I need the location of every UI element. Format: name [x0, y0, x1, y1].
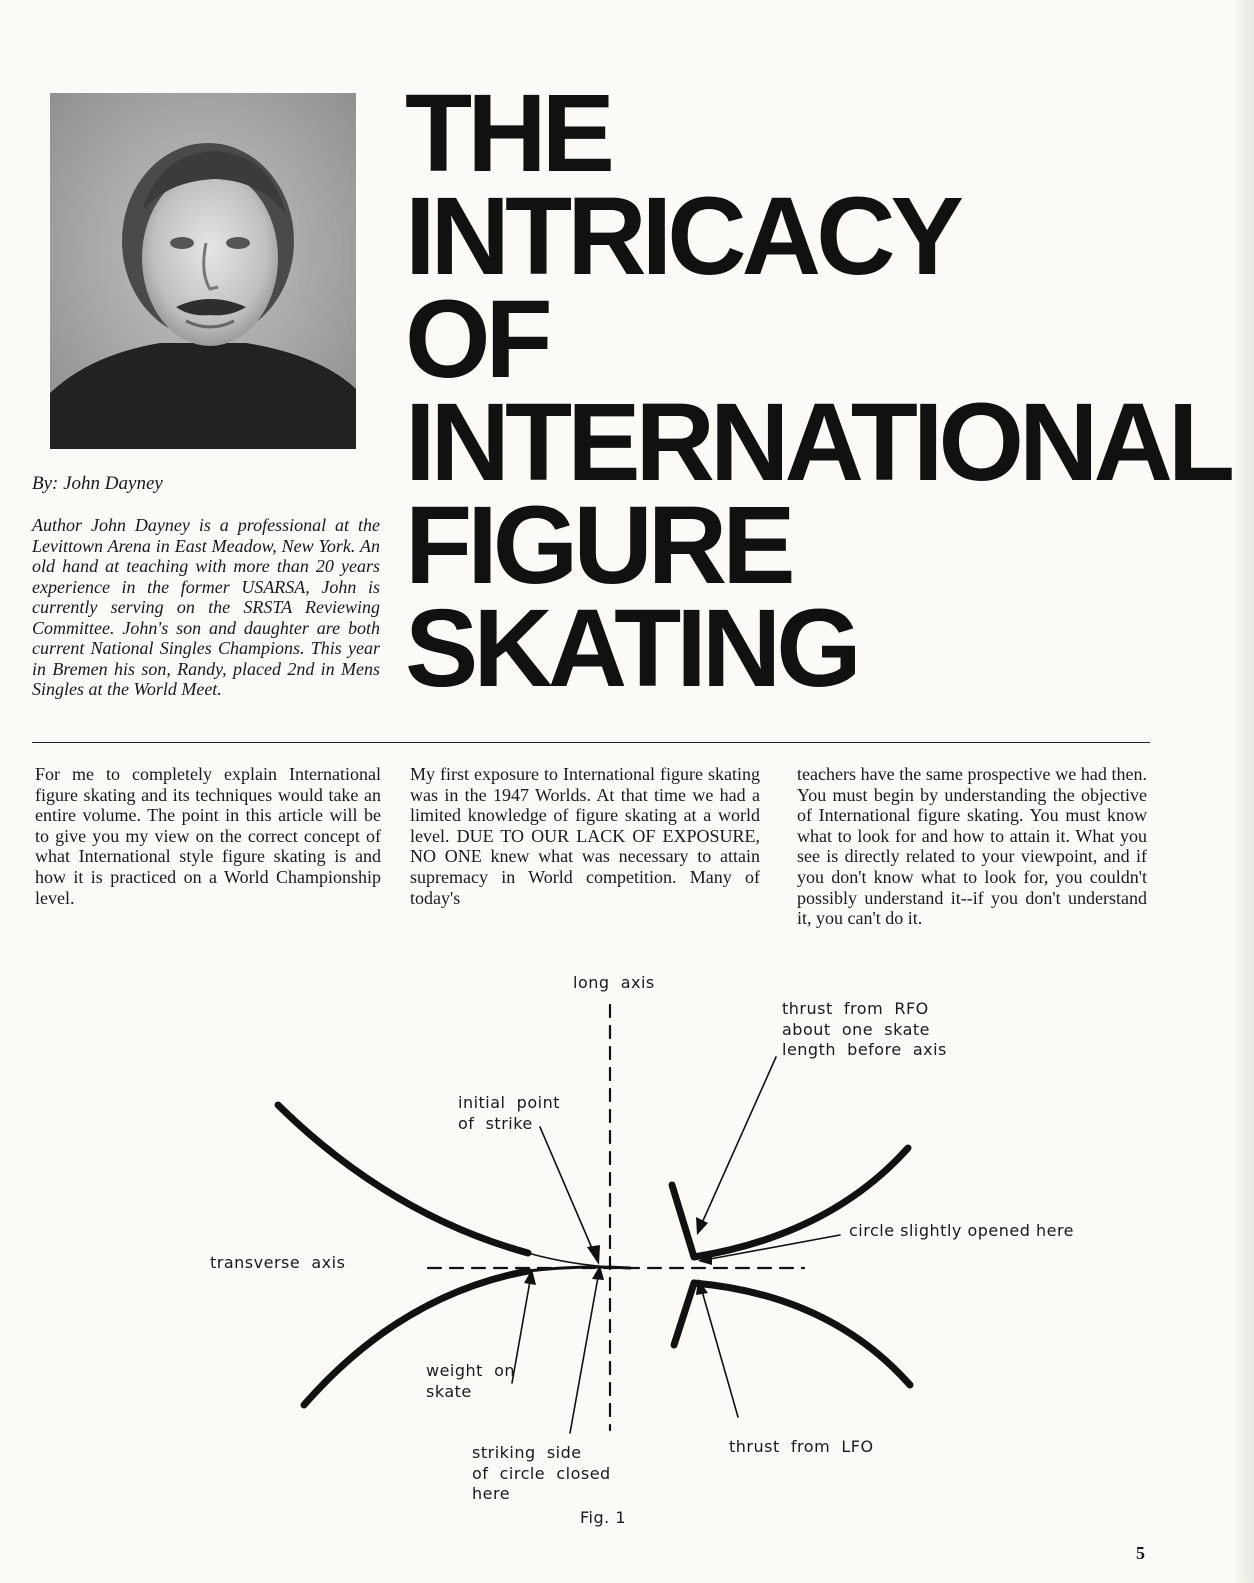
page-edge	[1232, 0, 1254, 1583]
byline: By: John Dayney	[32, 473, 163, 494]
arrowhead-thrust-rfo	[696, 1217, 708, 1235]
author-photo	[50, 93, 356, 449]
pointer-thrust-rfo	[702, 1057, 776, 1223]
figure-1	[190, 965, 1090, 1545]
label-circle-opened: circle slightly opened here	[849, 1221, 1075, 1240]
label-transverse-axis: transverse axis	[210, 1253, 346, 1272]
body-column-1: For me to completely explain International figure skating and its techniques would take an entire volume. The point in this article will be to give you my view on the correct concept of what International style figure skating is and how it is practiced on a World Championship level.	[35, 764, 381, 908]
label-thrust-rfo: thrust from RFO about one skate length before axis	[782, 999, 947, 1059]
body-column-2: My first exposure to International figure skating was in the 1947 Worlds. At that time we had a limited knowledge of figure skating at a world level. DUE TO OUR LACK OF EXPOSURE, NO ONE knew what was necessary to attain supremacy in World competition. Many of today's	[410, 764, 760, 908]
pointer-initial-strike	[540, 1127, 594, 1253]
right-lower-arc	[694, 1283, 910, 1385]
title-line: INTRICACY	[405, 175, 959, 298]
label-long-axis: long axis	[573, 973, 655, 992]
label-striking-side: striking side of circle closed here	[472, 1443, 611, 1503]
label-initial-point: initial point of strike	[458, 1093, 560, 1133]
article-title	[405, 72, 1231, 710]
pointer-striking-side	[570, 1277, 598, 1433]
author-portrait-image	[50, 93, 356, 449]
arrowhead-initial-strike	[587, 1245, 600, 1265]
title-line: INTERNATIONAL	[405, 381, 1231, 504]
title-line: OF	[405, 278, 548, 401]
body-column-3: teachers have the same prospective we had then. You must begin by understanding the objective of International figure skating. You must know what to look for and how to attain it. What you see is directly related to your viewpoint, and if you don't know what to look for, you couldn't possibly understand it--if you don't understand it, you can't do it.	[797, 764, 1147, 929]
title-line: THE	[405, 72, 610, 195]
right-upper-spur	[672, 1185, 694, 1257]
page-number: 5	[1136, 1543, 1145, 1563]
figure-caption: Fig. 1	[580, 1508, 626, 1527]
pointer-thrust-lfo	[702, 1291, 738, 1417]
author-bio: Author John Dayney is a professional at the Levittown Arena in East Meadow, New York. An old hand at teaching with more than 20 years experience in the former USARSA, John is currently serving on the SRSTA Reviewing Committee. John's son and daughter are both current National Singles Champions. This year in Bremen his son, Randy, placed 2nd in Mens Singles at the World Meet.	[32, 515, 380, 699]
label-thrust-lfo: thrust from LFO	[729, 1437, 874, 1456]
label-weight-on-skate: weight on skate	[426, 1361, 516, 1401]
right-lower-spur	[674, 1283, 694, 1345]
title-line: SKATING	[405, 587, 857, 710]
title-line: FIGURE	[405, 484, 791, 607]
divider-rule	[32, 742, 1150, 743]
